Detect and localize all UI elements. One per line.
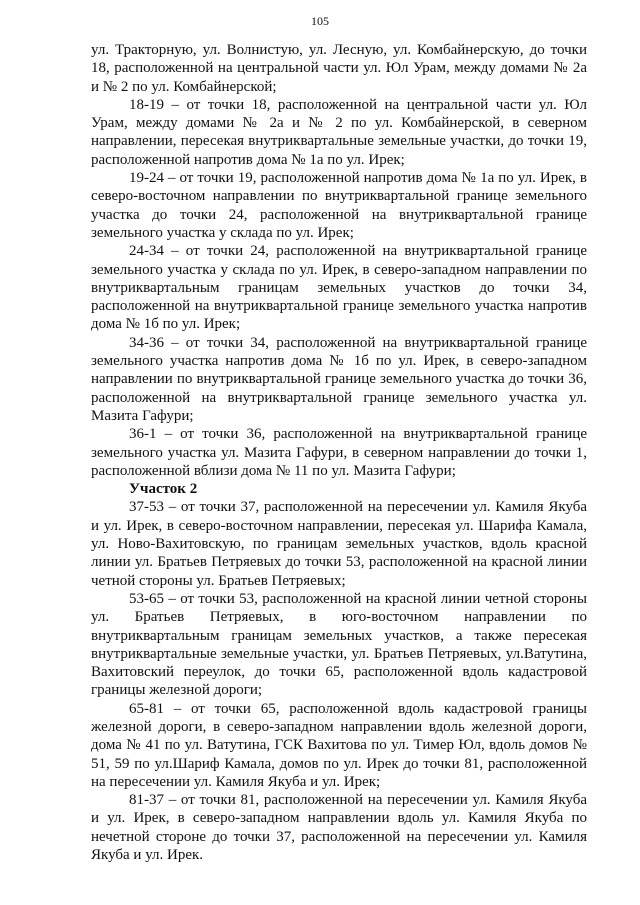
section-heading: Участок 2 xyxy=(129,481,198,498)
paragraph-segment-24-34: 24-34 – от точки 24, расположенной на внутриквартальной границе земельного участка у склада по ул. Ирек, в северо-западном направлении по внутриквартальным границам земельных участков до точки 34, расположенной на внутриквартальной границе земельного участка напротив дома № 1б по ул. Ирек; xyxy=(91,243,587,333)
paragraph-segment-81-37: 81-37 – от точки 81, расположенной на пересечении ул. Камиля Якуба и ул. Ирек, в северо-западном направлении вдоль ул. Камиля Якуба по нечетной стороне до точки 37, расположенной на пересечении ул. Камиля Якуба и ул. Ирек. xyxy=(91,792,587,864)
paragraph-segment-18-19: 18-19 – от точки 18, расположенной на центральной части ул. Юл Урам, между домами № 2а и № 2 по ул. Комбайнерской, в северном направлении, пересекая внутриквартальные земельные участки, до точки 19, расположенной напротив дома № 1а по ул. Ирек; xyxy=(91,96,587,168)
paragraph-segment-65-81: 65-81 – от точки 65, расположенной вдоль кадастровой границы железной дороги, в северо-западном направлении вдоль железной дороги, дома № 41 по ул. Ватутина, ГСК Вахитова по ул. Тимер Юл, вдоль домов № 51, 59 по ул.Шариф Камала, домов по ул. Ирек до точки 81, расположенной на пересечении ул. Камиля Якуба и ул. Ирек; xyxy=(91,700,587,790)
paragraph-segment-19-24: 19-24 – от точки 19, расположенной напротив дома № 1а по ул. Ирек, в северо-восточном направлении по внутриквартальной границе земельного участка до точки 24, расположенной на внутриквартальной границе земельного участка у склада по ул. Ирек; xyxy=(91,170,587,241)
paragraph-segment-53-65: 53-65 – от точки 53, расположенной на красной линии четной стороны ул. Братьев Петряевых, в юго-восточном направлении по внутриквартальным границам земельных участков, а также пересекая внутриквартальные земельные участки, ул. Братьев Петряевых, ул.Ватутина, Вахитовский переулок, до точки 65, расположенной вдоль кадастровой границы железной дороги; xyxy=(91,590,587,699)
paragraph-segment-34-36: 34-36 – от точки 34, расположенной на внутриквартальной границе земельного участка напротив дома № 1б по ул. Ирек, в северо-западном направлении по внутриквартальной границе земельного участка до точки 36, расположенной на внутриквартальной границе земельного участка ул. Мазита Гафури; xyxy=(91,334,587,424)
document-body xyxy=(91,41,587,864)
paragraph-segment-37-53: 37-53 – от точки 37, расположенной на пересечении ул. Камиля Якуба и ул. Ирек, в северо-восточном направлении, пересекая ул. Шарифа Камала, ул. Ново-Вахитовскую, по границам земельных участков, вдоль красной линии ул. Братьев Петряевых до точки 53, расположенной на красной линии четной стороны ул. Братьев Петряевых; xyxy=(91,499,587,589)
page-number: 105 xyxy=(311,14,329,28)
paragraph-continuation: ул. Тракторную, ул. Волнистую, ул. Лесную, ул. Комбайнерскую, до точки 18, расположенной на центральной части ул. Юл Урам, между домами № 2а и № 2 по ул. Комбайнерской; xyxy=(91,42,587,95)
paragraph-segment-36-1: 36-1 – от точки 36, расположенной на внутриквартальной границе земельного участка ул. Мазита Гафури, в северном направлении до точки 1, расположенной вблизи дома № 11 по ул. Мазита Гафури; xyxy=(91,426,587,479)
